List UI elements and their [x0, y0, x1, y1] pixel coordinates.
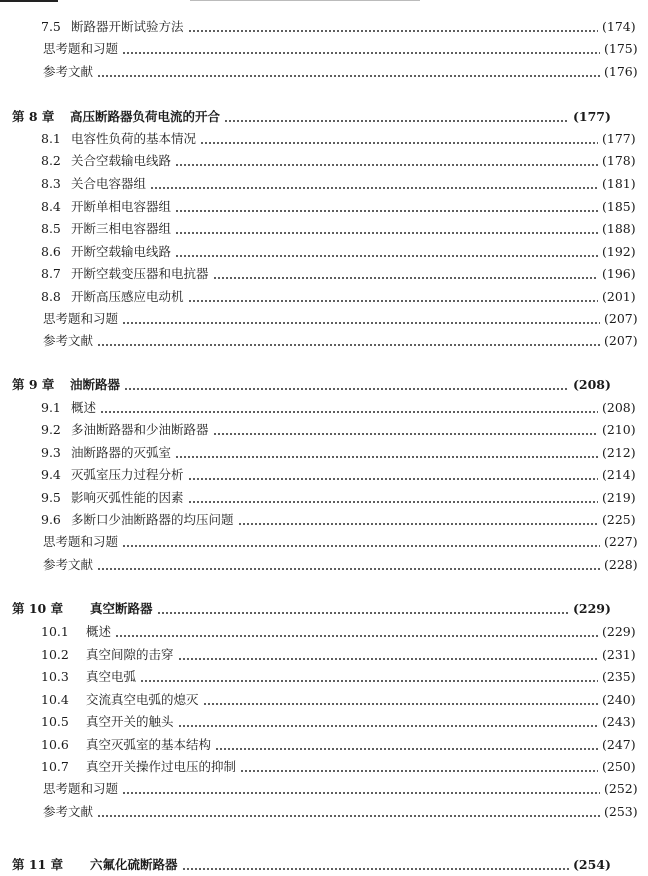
- page-number: (219): [602, 490, 636, 505]
- page-number: (210): [602, 422, 636, 437]
- dot-leader: [97, 554, 600, 576]
- section-title: 关合电容器组: [71, 176, 147, 191]
- section-title: 开断高压感应电动机: [71, 289, 184, 304]
- dot-leader: [215, 734, 598, 756]
- dot-leader: [124, 374, 569, 396]
- dot-leader: [175, 241, 598, 263]
- section-title: 关合空载输电线路: [71, 153, 172, 168]
- dot-leader: [188, 16, 598, 38]
- toc-section[interactable]: [0, 397, 646, 419]
- page-number: (240): [602, 692, 636, 707]
- section-number: 9.1: [41, 400, 61, 415]
- section-number: 9.6: [41, 512, 61, 527]
- toc-chapter-10[interactable]: [0, 598, 617, 620]
- references-title: 参考文献: [43, 557, 94, 572]
- page-number: (178): [602, 153, 636, 168]
- page-number: (252): [604, 781, 638, 796]
- page-number: (177): [573, 109, 611, 124]
- toc-references[interactable]: [0, 554, 648, 576]
- section-title: 断路器开断试验方法: [71, 19, 184, 34]
- toc-references[interactable]: [0, 801, 648, 823]
- section-number: 8.6: [41, 244, 61, 259]
- dot-leader: [178, 711, 598, 733]
- section-number: 10.2: [41, 647, 69, 662]
- page-number: (207): [604, 311, 638, 326]
- page-number: (212): [602, 445, 636, 460]
- section-number: 7.5: [41, 19, 61, 34]
- toc-section[interactable]: [0, 286, 646, 308]
- page-number: (192): [602, 244, 636, 259]
- references-title: 参考文献: [43, 804, 94, 819]
- dot-leader: [122, 778, 600, 800]
- page-number: (175): [604, 41, 638, 56]
- toc-section[interactable]: [0, 419, 646, 441]
- toc-section[interactable]: [0, 666, 646, 688]
- section-number: 10.4: [41, 692, 69, 707]
- toc-chapter-8[interactable]: [0, 106, 617, 128]
- dot-leader: [240, 756, 598, 778]
- section-title: 真空开关的触头: [86, 714, 174, 729]
- page-number: (228): [604, 557, 638, 572]
- section-title: 开断三相电容器组: [71, 221, 172, 236]
- dot-leader: [175, 218, 598, 240]
- section-title: 概述: [71, 400, 97, 415]
- top-faded-line: [190, 0, 420, 1]
- dot-leader: [188, 487, 598, 509]
- dot-leader: [97, 801, 600, 823]
- section-number: 8.4: [41, 199, 61, 214]
- toc-exercises[interactable]: [0, 531, 648, 553]
- dot-leader: [175, 150, 598, 172]
- dot-leader: [182, 854, 569, 876]
- section-title: 真空电弧: [86, 669, 137, 684]
- toc-section[interactable]: [0, 128, 646, 150]
- top-rule: [0, 0, 58, 2]
- page-number: (225): [602, 512, 636, 527]
- toc-section[interactable]: [0, 241, 646, 263]
- page-number: (207): [604, 333, 638, 348]
- chapter-title: 六氟化硫断路器: [90, 856, 178, 872]
- toc-chapter-11-partial[interactable]: [0, 845, 617, 872]
- toc-exercises[interactable]: [0, 38, 648, 60]
- page-number: (254): [573, 856, 611, 872]
- toc-section[interactable]: [0, 734, 646, 756]
- dot-leader: [175, 442, 598, 464]
- section-title: 真空开关操作过电压的抑制: [86, 759, 237, 774]
- page-number: (208): [602, 400, 636, 415]
- toc-section[interactable]: [0, 487, 646, 509]
- page-number: (196): [602, 266, 636, 281]
- section-title: 油断路器的灭弧室: [71, 445, 172, 460]
- exercises-title: 思考题和习题: [43, 781, 119, 796]
- chapter-number: 第 11 章: [12, 856, 64, 872]
- chapter-title: 高压断路器负荷电流的开合: [70, 109, 221, 124]
- chapter-number: 第 10 章: [12, 601, 64, 616]
- dot-leader: [97, 330, 600, 352]
- page-number: (208): [573, 377, 611, 392]
- dot-leader: [188, 464, 598, 486]
- page-number: (250): [602, 759, 636, 774]
- page-number: (188): [602, 221, 636, 236]
- toc-section[interactable]: [0, 218, 646, 240]
- page-number: (181): [602, 176, 636, 191]
- section-number: 8.3: [41, 176, 61, 191]
- toc-section[interactable]: [0, 711, 646, 733]
- section-number: 10.5: [41, 714, 69, 729]
- dot-leader: [122, 308, 600, 330]
- page-number: (229): [573, 601, 611, 616]
- section-number: 9.3: [41, 445, 61, 460]
- toc-section[interactable]: [0, 263, 646, 285]
- dot-leader: [213, 263, 598, 285]
- page-number: (231): [602, 647, 636, 662]
- page-number: (227): [604, 534, 638, 549]
- dot-leader: [200, 128, 598, 150]
- section-title: 开断单相电容器组: [71, 199, 172, 214]
- section-title: 多油断路器和少油断路器: [71, 422, 209, 437]
- section-title: 灭弧室压力过程分析: [71, 467, 184, 482]
- section-title: 开断空载输电线路: [71, 244, 172, 259]
- dot-leader: [157, 598, 569, 620]
- dot-leader: [238, 509, 598, 531]
- page-number: (229): [602, 624, 636, 639]
- chapter-title: 油断路器: [70, 377, 121, 392]
- dot-leader: [188, 286, 598, 308]
- section-number: 8.5: [41, 221, 61, 236]
- page-number: (201): [602, 289, 636, 304]
- toc-section[interactable]: [0, 150, 646, 172]
- section-number: 8.2: [41, 153, 61, 168]
- references-title: 参考文献: [43, 64, 94, 79]
- toc-section[interactable]: [0, 644, 646, 666]
- toc-section[interactable]: [0, 16, 646, 38]
- toc-references[interactable]: [0, 330, 648, 352]
- section-number: 8.1: [41, 131, 61, 146]
- dot-leader: [175, 196, 598, 218]
- dot-leader: [97, 61, 600, 83]
- dot-leader: [178, 644, 598, 666]
- section-title: 交流真空电弧的熄灭: [86, 692, 199, 707]
- toc-exercises[interactable]: [0, 308, 648, 330]
- toc-section[interactable]: [0, 196, 646, 218]
- page-number: (235): [602, 669, 636, 684]
- section-title: 多断口少油断路器的均压问题: [71, 512, 234, 527]
- exercises-title: 思考题和习题: [43, 534, 119, 549]
- chapter-number: 第 9 章: [12, 377, 55, 392]
- toc-section[interactable]: [0, 464, 646, 486]
- toc-section[interactable]: [0, 173, 646, 195]
- toc-section[interactable]: [0, 442, 646, 464]
- section-title: 概述: [86, 624, 112, 639]
- toc-section[interactable]: [0, 509, 646, 531]
- dot-leader: [122, 531, 600, 553]
- section-number: 10.3: [41, 669, 69, 684]
- page-number: (177): [602, 131, 636, 146]
- toc-exercises[interactable]: [0, 778, 648, 800]
- toc-chapter-9[interactable]: [0, 374, 617, 396]
- chapter-number: 第 8 章: [12, 109, 55, 124]
- section-title: 影响灭弧性能的因素: [71, 490, 184, 505]
- section-number: 8.7: [41, 266, 61, 281]
- section-title: 电容性负荷的基本情况: [71, 131, 197, 146]
- dot-leader: [115, 621, 598, 643]
- dot-leader: [122, 38, 600, 60]
- section-number: 10.7: [41, 759, 69, 774]
- exercises-title: 思考题和习题: [43, 41, 119, 56]
- page-number: (214): [602, 467, 636, 482]
- page-number: (185): [602, 199, 636, 214]
- exercises-title: 思考题和习题: [43, 311, 119, 326]
- dot-leader: [150, 173, 598, 195]
- page-number: (174): [602, 19, 636, 34]
- section-number: 9.4: [41, 467, 61, 482]
- section-title: 真空灭弧室的基本结构: [86, 737, 212, 752]
- section-title: 真空间隙的击穿: [86, 647, 174, 662]
- page-number: (243): [602, 714, 636, 729]
- dot-leader: [140, 666, 598, 688]
- dot-leader: [224, 106, 569, 128]
- section-number: 8.8: [41, 289, 61, 304]
- section-number: 10.6: [41, 737, 69, 752]
- page-number: (253): [604, 804, 638, 819]
- chapter-title: 真空断路器: [90, 601, 153, 616]
- toc-section[interactable]: [0, 621, 646, 643]
- section-title: 开断空载变压器和电抗器: [71, 266, 209, 281]
- section-number: 9.5: [41, 490, 61, 505]
- dot-leader: [203, 689, 598, 711]
- section-number: 10.1: [41, 624, 69, 639]
- dot-leader: [100, 397, 598, 419]
- section-number: 9.2: [41, 422, 61, 437]
- references-title: 参考文献: [43, 333, 94, 348]
- page-number: (247): [602, 737, 636, 752]
- toc-section[interactable]: [0, 689, 646, 711]
- toc-references[interactable]: [0, 61, 648, 83]
- toc-section[interactable]: [0, 756, 646, 778]
- page-number: (176): [604, 64, 638, 79]
- dot-leader: [213, 419, 598, 441]
